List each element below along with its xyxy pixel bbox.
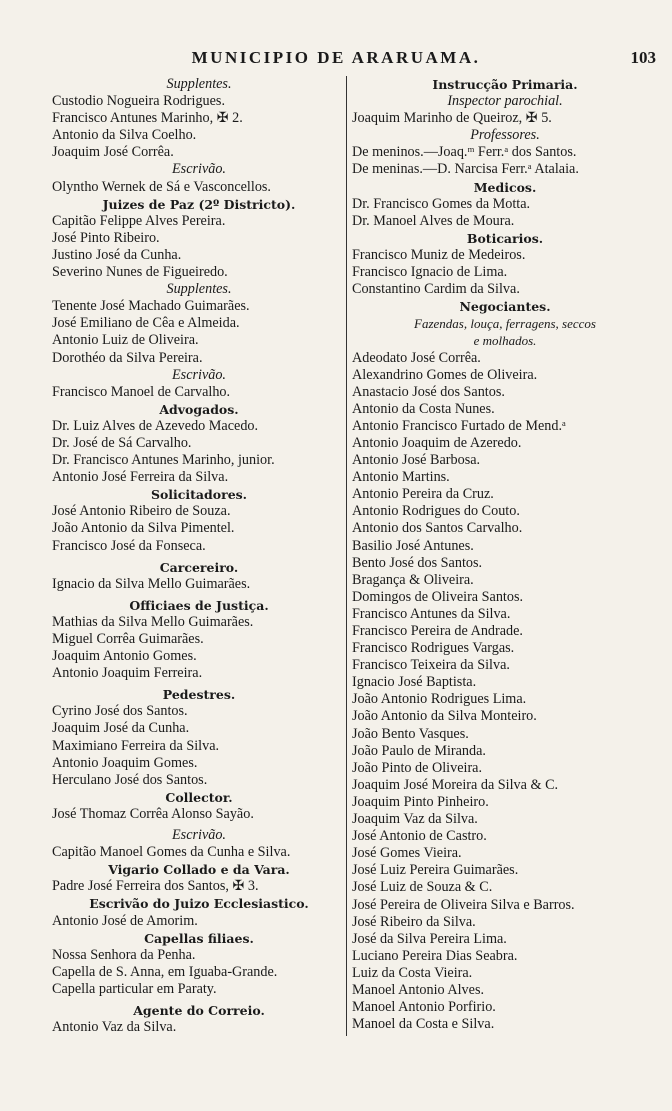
right-list-item: João Bento Vasques. [352,725,469,742]
left-list-item: João Antonio da Silva Pimentel. [52,520,235,537]
left-list-item: Miguel Corrêa Guimarães. [52,631,204,647]
right-list-item: José Antonio de Castro. [352,828,487,845]
left-list-item: Custodio Nogueira Rodrigues. [52,93,225,110]
left-list-item: Dr. Francisco Antunes Marinho, junior. [52,452,275,469]
right-section-heading: Boticarios. [466,230,544,246]
page-number: 103 [630,48,656,67]
left-section-heading: Escrivão do Juizo Ecclesiastico. [89,896,309,912]
right-list-item: Luiz da Costa Vieira. [352,964,473,981]
right-list-item: Joaquim Marinho de Queiroz, ✠ 5. [352,110,552,127]
right-list-item: José Gomes Vieira. [352,845,462,862]
right-list-item: Domingos de Oliveira Santos. [352,588,524,605]
right-list-item: Francisco Pereira de Andrade. [352,623,523,639]
left-list-item: José Thomaz Corrêa Alonso Sayão. [52,805,254,822]
left-list-item: Maximiano Ferreira da Silva. [52,737,220,754]
left-list-item: José Emiliano de Cêa e Almeida. [52,315,240,332]
right-list-item: Constantino Cardim da Silva. [352,281,520,298]
left-list-item: Antonio Vaz da Silva. [52,1019,177,1036]
right-list-item: Antonio Francisco Furtado de Mend.ᵃ [352,417,566,434]
right-list-item: Francisco Ignacio de Lima. [352,264,508,281]
left-section-heading: Solicitadores. [150,487,248,503]
left-section-heading: Juizes de Paz (2º Districto). [102,196,296,212]
left-list-item: Tenente José Machado Guimarães. [52,298,250,315]
left-list-item: Capella de S. Anna, em Iguaba-Grande. [52,963,278,980]
right-subheading: e molhados. [473,333,537,349]
right-list-item: Antonio dos Santos Carvalho. [352,520,523,537]
right-list-item: Joaquim José Moreira da Silva & C. [352,776,559,793]
right-list-item: Dr. Francisco Gomes da Motta. [352,195,531,212]
right-list-item: Ignacio José Baptista. [352,674,477,691]
right-list-item: Adeodato José Corrêa. [352,349,481,366]
left-list-item: Capella particular em Paraty. [52,980,217,997]
right-list-item: José Ribeiro da Silva. [352,913,476,930]
left-subheading: Escrivão. [172,161,226,178]
left-list-item: Joaquim Antonio Gomes. [52,648,197,665]
right-list-item: Manoel da Costa e Silva. [352,1016,495,1033]
right-list-item: João Antonio Rodrigues Lima. [352,691,527,708]
left-list-item: Antonio Luiz de Oliveira. [52,332,199,349]
column-divider [346,76,347,1036]
right-list-item: José Luiz de Souza & C. [352,879,493,896]
right-list-item: Antonio Rodrigues do Couto. [352,503,520,520]
right-section-heading: Medicos. [473,179,537,195]
left-list-item: Padre José Ferreira dos Santos, ✠ 3. [52,878,259,895]
left-section-heading: Collector. [165,789,233,805]
page-title: MUNICIPIO DE ARARUAMA. [191,48,481,67]
right-list-item: Francisco Muniz de Medeiros. [352,246,526,263]
left-column [52,76,346,1036]
left-list-item: Francisco Manoel de Carvalho. [52,383,231,400]
right-list-item: Antonio Martins. [352,469,450,486]
right-list-item: Luciano Pereira Dias Seabra. [352,947,518,964]
left-section-heading: Vigario Collado e da Vara. [108,862,290,878]
right-list-item: Antonio José Barbosa. [352,452,481,469]
right-column [352,76,658,1033]
left-list-item: José Antonio Ribeiro de Souza. [52,503,231,520]
left-list-item: Ignacio da Silva Mello Guimarães. [52,575,251,592]
left-list-item: Capitão Felippe Alves Pereira. [52,212,226,229]
right-list-item: Alexandrino Gomes de Oliveira. [352,366,538,383]
right-list-item: Bragança & Oliveira. [352,571,474,588]
right-list-item: Bento José dos Santos. [352,554,483,571]
left-list-item: Joaquim José Corrêa. [52,144,174,161]
right-list-item: José da Silva Pereira Lima. [352,930,507,947]
right-subheading: Professores. [470,127,540,144]
left-list-item: Mathias da Silva Mello Guimarães. [52,613,254,630]
left-list-item: Justino José da Cunha. [52,246,182,263]
left-list-item: Herculano José dos Santos. [52,771,208,788]
right-section-heading: Instrucção Primaria. [432,77,578,92]
right-list-item: Antonio Pereira da Cruz. [352,486,494,503]
left-section-heading: Pedestres. [162,687,236,703]
right-list-item: De meninos.—Joaq.ᵐ Ferr.ᵃ dos Santos. [352,144,577,161]
left-subheading: Supplentes. [166,281,232,298]
left-list-item: José Pinto Ribeiro. [52,229,160,246]
right-section-heading: Negociantes. [459,299,551,315]
left-subheading: Escrivão. [172,827,226,844]
left-subheading: Supplentes. [166,76,232,92]
left-list-item: Francisco José da Fonseca. [52,537,206,554]
left-list-item: Nossa Senhora da Penha. [52,946,196,963]
right-list-item: Manoel Antonio Porfirio. [352,999,496,1016]
left-section-heading: Carcereiro. [159,559,239,575]
left-list-item: Antonio José de Amorim. [52,912,198,929]
left-section-heading: Officiaes de Justiça. [129,597,269,613]
right-subheading: Fazendas, louça, ferragens, seccos [414,316,596,332]
left-list-item: Capitão Manoel Gomes da Cunha e Silva. [52,844,291,861]
right-list-item: Antonio da Costa Nunes. [352,400,495,417]
left-section-heading: Capellas filiaes. [144,930,254,946]
right-list-item: João Antonio da Silva Monteiro. [352,708,537,725]
right-list-item: Francisco Antunes da Silva. [352,605,511,622]
left-subheading: Escrivão. [172,366,226,383]
right-list-item: Manoel Antonio Alves. [352,981,485,998]
left-list-item: Francisco Antunes Marinho, ✠ 2. [52,110,243,127]
left-list-item: Antonio Joaquim Gomes. [52,754,198,771]
right-list-item: Antonio Joaquim de Azeredo. [352,434,522,451]
left-list-item: Severino Nunes de Figueiredo. [52,264,228,281]
left-list-item: Cyrino José dos Santos. [52,703,188,720]
right-subheading: Inspector parochial. [447,93,563,110]
left-list-item: Dr. Luiz Alves de Azevedo Macedo. [52,417,259,434]
page-header [0,48,672,72]
left-list-item: Olyntho Wernek de Sá e Vasconcellos. [52,178,271,195]
left-list-item: Antonio José Ferreira da Silva. [52,469,229,486]
right-list-item: José Pereira de Oliveira Silva e Barros. [352,896,575,913]
left-section-heading: Agente do Correio. [133,1002,265,1018]
right-list-item: Francisco Rodrigues Vargas. [352,640,515,657]
right-list-item: Joaquim Vaz da Silva. [352,811,478,828]
left-list-item: Dr. José de Sá Carvalho. [52,434,192,451]
right-list-item: José Luiz Pereira Guimarães. [352,862,519,879]
left-list-item: Antonio da Silva Coelho. [52,127,197,144]
right-list-item: Basilio José Antunes. [352,537,474,554]
right-list-item: João Paulo de Miranda. [352,742,486,759]
right-list-item: Joaquim Pinto Pinheiro. [352,793,489,810]
left-list-item: Antonio Joaquim Ferreira. [52,665,203,682]
right-list-item: Anastacio José dos Santos. [352,383,505,400]
right-list-item: De meninas.—D. Narcisa Ferr.ᵃ Atalaia. [352,161,579,178]
right-list-item: Dr. Manoel Alves de Moura. [352,212,515,229]
right-list-item: Francisco Teixeira da Silva. [352,657,510,674]
left-section-heading: Advogados. [159,401,239,417]
left-list-item: Dorothéo da Silva Pereira. [52,349,203,366]
right-list-item: João Pinto de Oliveira. [352,759,483,776]
left-list-item: Joaquim José da Cunha. [52,720,190,737]
